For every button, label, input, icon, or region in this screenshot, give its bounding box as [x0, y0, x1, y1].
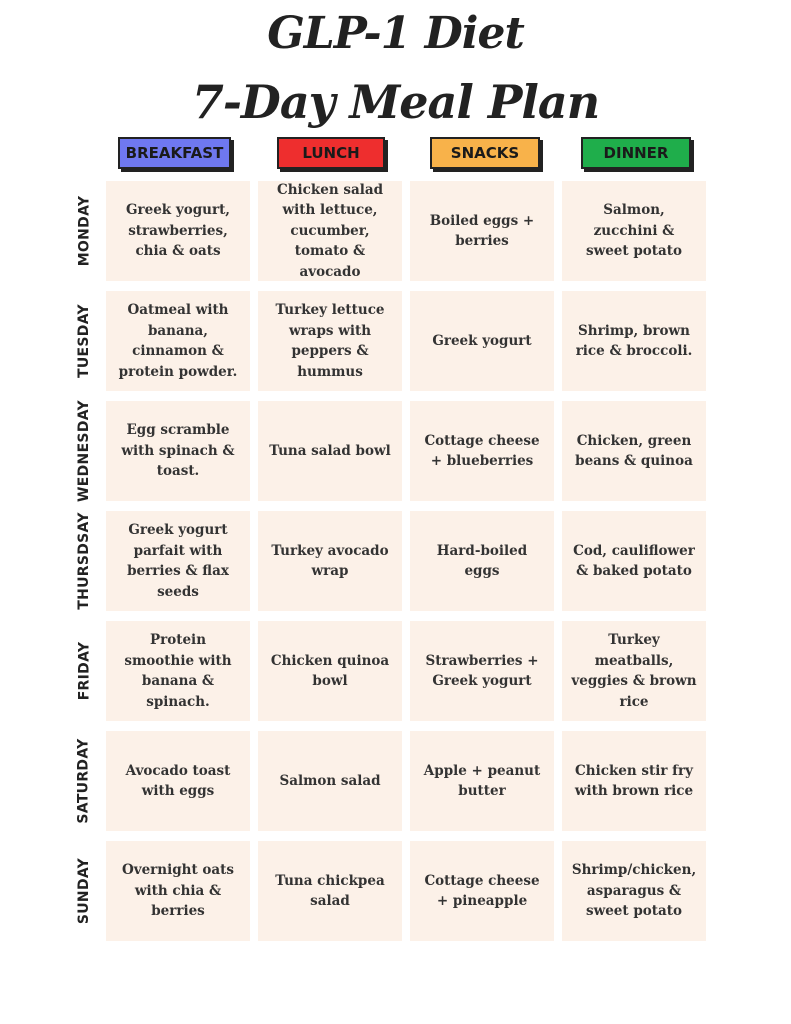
meal-cell-wednesday-dinner — [562, 401, 706, 501]
meal-text: Greek yogurt, strawberries, chia & oats — [125, 202, 231, 260]
meal-cell-saturday-lunch — [258, 731, 402, 831]
meal-cell-sunday-breakfast — [106, 841, 250, 941]
day-label-sunday — [68, 841, 100, 941]
day-label-text: FRIDAY — [76, 641, 93, 701]
meal-text: Cod, cauliflower & baked potato — [573, 542, 695, 579]
meal-cell-tuesday-lunch — [258, 291, 402, 391]
meal-text: Turkey lettuce wraps with peppers & hummus — [275, 302, 385, 380]
dinner-header: DINNER — [581, 137, 691, 169]
meal-text: Shrimp, brown rice & broccoli. — [575, 322, 693, 359]
meal-text: Shrimp/chicken, asparagus & sweet potato — [571, 862, 697, 920]
meal-cell-friday-dinner — [562, 621, 706, 721]
meal-text: Tuna salad bowl — [269, 442, 391, 459]
meal-cell-monday-lunch — [258, 181, 402, 281]
meal-cell-tuesday-breakfast — [106, 291, 250, 391]
meal-text: Overnight oats with chia & berries — [121, 862, 235, 920]
meal-text: Protein smoothie with banana & spinach. — [124, 632, 232, 710]
title-line-1: GLP-1 Diet — [267, 8, 524, 59]
meal-cell-tuesday-snacks — [410, 291, 554, 391]
title-line-2: 7-Day Meal Plan — [191, 75, 600, 129]
meal-cell-sunday-snacks — [410, 841, 554, 941]
meal-text: Chicken salad with lettuce, cucumber, tomato & avocado — [276, 181, 384, 280]
lunch-header: LUNCH — [277, 137, 385, 169]
meal-cell-wednesday-lunch — [258, 401, 402, 501]
meal-text: Oatmeal with banana, cinnamon & protein powder. — [118, 302, 238, 380]
day-label-text: TUESDAY — [76, 304, 93, 378]
meal-cell-tuesday-dinner — [562, 291, 706, 391]
meal-cell-monday-snacks — [410, 181, 554, 281]
meal-cell-thursdsay-lunch — [258, 511, 402, 611]
meal-text: Salmon salad — [279, 772, 381, 789]
meal-text: Avocado toast with eggs — [125, 762, 231, 799]
meal-text: Salmon, zucchini & sweet potato — [585, 202, 682, 260]
meal-cell-monday-breakfast — [106, 181, 250, 281]
meal-cell-saturday-dinner — [562, 731, 706, 831]
meal-cell-sunday-dinner — [562, 841, 706, 941]
meal-text: Turkey avocado wrap — [271, 542, 389, 579]
meal-text: Apple + peanut butter — [423, 762, 541, 799]
meal-cell-thursdsay-snacks — [410, 511, 554, 611]
meal-text: Cottage cheese + blueberries — [424, 432, 540, 469]
meal-text: Tuna chickpea salad — [275, 872, 385, 909]
day-label-text: SUNDAY — [76, 857, 93, 925]
day-label-monday — [68, 181, 100, 281]
meal-text: Egg scramble with spinach & toast. — [121, 422, 235, 480]
meal-cell-wednesday-breakfast — [106, 401, 250, 501]
day-label-text: THURSDSAY — [76, 512, 93, 610]
meal-text: Turkey meatballs, veggies & brown rice — [571, 632, 697, 710]
day-label-text: SATURDAY — [76, 738, 92, 824]
day-label-text: MONDAY — [76, 195, 93, 267]
day-label-wednesday — [68, 401, 100, 501]
meal-text: Chicken, green beans & quinoa — [575, 432, 693, 469]
day-label-tuesday — [68, 291, 100, 391]
meal-cell-friday-snacks — [410, 621, 554, 721]
meal-cell-wednesday-snacks — [410, 401, 554, 501]
snacks-header: SNACKS — [430, 137, 540, 169]
meal-cell-sunday-lunch — [258, 841, 402, 941]
day-label-saturday — [68, 731, 100, 831]
meal-cell-saturday-snacks — [410, 731, 554, 831]
meal-cell-saturday-breakfast — [106, 731, 250, 831]
meal-text: Greek yogurt — [432, 332, 532, 349]
meal-text: Boiled eggs + berries — [429, 212, 535, 249]
meal-text: Chicken quinoa bowl — [270, 652, 390, 689]
meal-text: Hard-boiled eggs — [436, 542, 528, 579]
meal-text: Greek yogurt parfait with berries & flax seeds — [127, 522, 229, 600]
meal-cell-thursdsay-dinner — [562, 511, 706, 611]
meal-text: Strawberries + Greek yogurt — [425, 652, 539, 689]
day-label-friday — [68, 621, 100, 721]
day-label-thursdsay — [68, 511, 100, 611]
meal-text: Chicken stir fry with brown rice — [574, 762, 694, 799]
meal-cell-friday-lunch — [258, 621, 402, 721]
meal-cell-friday-breakfast — [106, 621, 250, 721]
meal-cell-monday-dinner — [562, 181, 706, 281]
day-label-text: WEDNESDAY — [76, 400, 93, 502]
breakfast-header: BREAKFAST — [118, 137, 231, 169]
meal-cell-thursdsay-breakfast — [106, 511, 250, 611]
meal-text: Cottage cheese + pineapple — [424, 872, 540, 909]
